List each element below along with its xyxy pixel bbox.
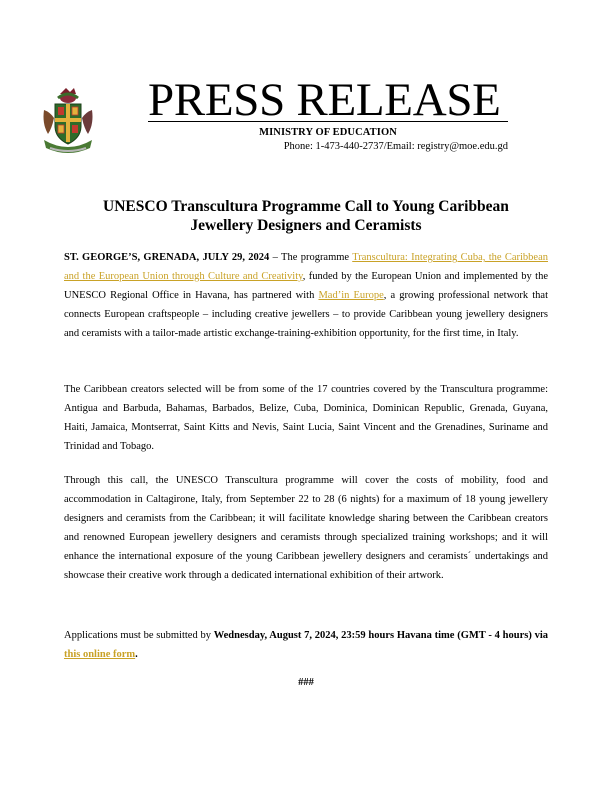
paragraph-intro-text-3: , a growing professional network that connects European craftspeople – including creative jewellers – to provide Caribbean young jewellery designers and ceramists with a tailor-made artistic exchange-training-exhibition opportunity, for the first time, in Italy. [64, 289, 548, 339]
headline-line-1: UNESCO Transcultura Programme Call to Young Caribbean [103, 198, 509, 215]
transcultura-programme-link[interactable]: Transcultura: Integrating Cuba, the Caribbean and the European Union through Culture and Creativity [64, 252, 548, 282]
ministry-name: MINISTRY OF EDUCATION [259, 127, 397, 138]
paragraph-intro-text-2: , funded by the European Union and implemented by the UNESCO Regional Office in Havana, has partnered with [64, 270, 548, 301]
grenada-coat-of-arms-icon [40, 88, 96, 156]
applications-text-1: Applications must be submitted by [64, 630, 214, 641]
paragraph-intro [64, 249, 548, 344]
applications-text-2: . [135, 648, 138, 660]
masthead-title: PRESS RELEASE [148, 74, 501, 126]
paragraph-programme-coverage: Through this call, the UNESCO Transcultura programme will cover the costs of mobility, food and accommodation in Caltagirone, Italy, from September 22 to 28 (6 nights) for a maximum of 18 young jewellery designers and ceramists from the Caribbean; it will facilitate knowledge sharing between the Caribbean creators and renowned European jewellery designers and ceramists through specialized training workshops; and it will enhance the international exposure of the young Caribbean jewellery designers and ceramists´ undertakings and showcase their creative work through a dedicated international exhibition of their artwork. [64, 475, 548, 581]
application-deadline: Wednesday, August 7, 2024, 23:59 hours Havana time (GMT - 4 hours) via [213, 630, 548, 641]
paragraph-countries: The Caribbean creators selected will be from some of the 17 countries covered by the Transcultura programme: Antigua and Barbuda, Bahamas, Barbados, Belize, Cuba, Dominica, Dominican Republic, Grenada, Guyana, Haiti, Jamaica, Montserrat, Saint Kitts and Nevis, Saint Lucia, Saint Vincent and the Grenadines, Suriname and Trinidad and Tobago. [64, 384, 548, 452]
madin-europe-link[interactable]: Mad’in Europe [318, 289, 384, 301]
contact-line: Phone: 1-473-440-2737/Email: registry@moe.edu.gd [283, 141, 508, 152]
masthead-divider [148, 121, 508, 122]
paragraph-applications [64, 627, 548, 665]
headline-line-2: Jewellery Designers and Ceramists [190, 217, 422, 234]
dateline: ST. GEORGE’S, GRENADA, JULY 29, 2024 [64, 252, 270, 263]
paragraph-intro-text-1: – The programme [269, 252, 353, 263]
online-form-link[interactable]: this online form [64, 648, 136, 660]
headline [64, 197, 548, 235]
end-mark: ### [298, 677, 314, 688]
